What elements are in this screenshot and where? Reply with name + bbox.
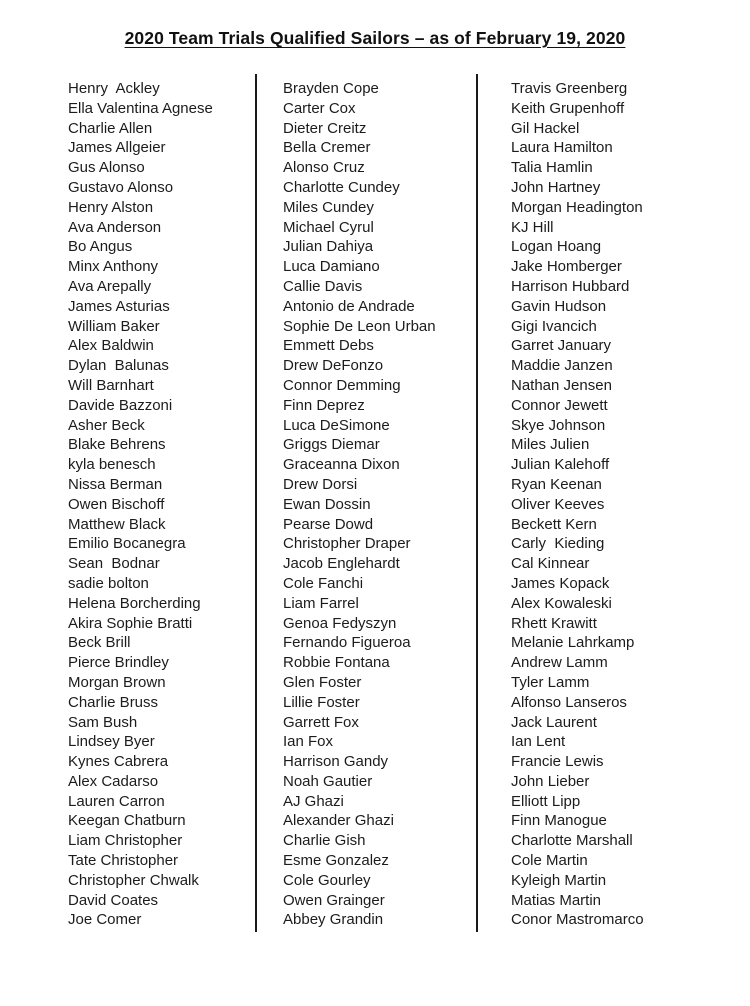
- sailor-name: Charlotte Marshall: [511, 832, 633, 850]
- sailor-name: Griggs Diemar: [283, 436, 380, 454]
- sailor-name: David Coates: [68, 891, 159, 909]
- sailor-name: Beckett Kern: [511, 515, 597, 533]
- sailor-name: William Baker: [68, 317, 160, 335]
- sailor-name: James Allgeier: [68, 139, 166, 157]
- sailor-name: Miles Julien: [511, 436, 590, 454]
- sailor-name: Emmett Debs: [283, 337, 374, 355]
- sailor-name: Morgan Headington: [511, 198, 643, 216]
- sailor-name: Francie Lewis: [511, 753, 604, 771]
- sailor-name: Tate Christopher: [68, 852, 179, 870]
- sailor-name: Lauren Carron: [68, 792, 165, 810]
- sailor-name: Ian Lent: [511, 733, 566, 751]
- sailor-name: Charlotte Cundey: [283, 178, 400, 196]
- sailor-name: Pearse Dowd: [283, 515, 374, 533]
- sailor-name: Sam Bush: [68, 713, 138, 731]
- sailor-name: Christopher Chwalk: [68, 871, 199, 889]
- sailor-name: Alonso Cruz: [283, 159, 365, 177]
- sailor-name: Gigi Ivancich: [511, 317, 597, 335]
- sailor-name: Charlie Gish: [283, 832, 366, 850]
- sailor-name: Akira Sophie Bratti: [68, 614, 193, 632]
- sailor-name: Matthew Black: [68, 515, 166, 533]
- sailor-name: Emilio Bocanegra: [68, 535, 186, 553]
- sailor-name: Abbey Grandin: [283, 911, 384, 929]
- sailor-name: Cal Kinnear: [511, 555, 590, 573]
- sailor-name: Beck Brill: [68, 634, 131, 652]
- sailor-name: Lindsey Byer: [68, 733, 155, 751]
- sailor-name: Noah Gautier: [283, 772, 373, 790]
- sailor-name: Ryan Keenan: [511, 475, 602, 493]
- sailor-name: Drew Dorsi: [283, 475, 358, 493]
- sailor-name: Tyler Lamm: [511, 673, 590, 691]
- sailor-name: Julian Kalehoff: [511, 456, 610, 474]
- sailor-name: Robbie Fontana: [283, 654, 390, 672]
- sailor-name: Christopher Draper: [283, 535, 411, 553]
- column-divider-1: [255, 74, 257, 932]
- sailor-name: Ian Fox: [283, 733, 334, 751]
- sailor-name: Nissa Berman: [68, 475, 163, 493]
- sailor-name: Cole Gourley: [283, 871, 371, 889]
- sailor-name: Liam Christopher: [68, 832, 183, 850]
- sailor-name: John Lieber: [511, 772, 590, 790]
- sailor-column-1: [68, 74, 255, 930]
- sailor-name: Gus Alonso: [68, 159, 145, 177]
- sailor-name: Minx Anthony: [68, 258, 159, 276]
- sailor-name: Liam Farrel: [283, 594, 359, 612]
- sailor-name: Harrison Gandy: [283, 753, 389, 771]
- sailor-name: Genoa Fedyszyn: [283, 614, 397, 632]
- sailor-name: Ella Valentina Agnese: [68, 99, 213, 117]
- sailor-name: Oliver Keeves: [511, 495, 605, 513]
- sailor-name: Finn Deprez: [283, 396, 365, 414]
- sailor-name: Elliott Lipp: [511, 792, 581, 810]
- sailor-name: Jake Homberger: [511, 258, 622, 276]
- sailor-name: Alex Baldwin: [68, 337, 154, 355]
- sailor-name: Cole Martin: [511, 852, 588, 870]
- sailor-name: Gavin Hudson: [511, 297, 607, 315]
- sailor-name: Ewan Dossin: [283, 495, 371, 513]
- sailor-name: KJ Hill: [511, 218, 554, 236]
- sailor-name: Alfonso Lanseros: [511, 693, 627, 711]
- sailor-name: Keith Grupenhoff: [511, 99, 625, 117]
- sailor-name: Owen Grainger: [283, 891, 385, 909]
- sailor-name: Alex Cadarso: [68, 772, 159, 790]
- sailor-name: kyla benesch: [68, 456, 156, 474]
- sailor-name: Logan Hoang: [511, 238, 602, 256]
- sailor-name: Bella Cremer: [283, 139, 371, 157]
- sailor-name: Nathan Jensen: [511, 376, 612, 394]
- sailor-name: Luca Damiano: [283, 258, 380, 276]
- sailor-name: Finn Manogue: [511, 812, 607, 830]
- sailor-name: John Hartney: [511, 178, 601, 196]
- sailor-name: James Kopack: [511, 574, 610, 592]
- sailor-name: Travis Greenberg: [511, 80, 628, 97]
- sailor-name: Cole Fanchi: [283, 574, 364, 592]
- sailor-name: Conor Mastromarco: [511, 911, 644, 929]
- sailor-columns: [0, 74, 750, 932]
- sailor-name: Helena Borcherding: [68, 594, 201, 612]
- sailor-name: Dieter Creitz: [283, 119, 367, 137]
- sailor-name: Glen Foster: [283, 673, 362, 691]
- sailor-name: Callie Davis: [283, 277, 363, 295]
- sailor-name: Graceanna Dixon: [283, 456, 400, 474]
- sailor-name: Luca DeSimone: [283, 416, 390, 434]
- sailor-name: Ava Anderson: [68, 218, 162, 236]
- sailor-name: sadie bolton: [68, 574, 149, 592]
- sailor-name: Connor Demming: [283, 376, 401, 394]
- sailor-name: Miles Cundey: [283, 198, 374, 216]
- sailor-name: Owen Bischoff: [68, 495, 165, 513]
- sailor-column-3: [511, 74, 711, 930]
- sailor-name: AJ Ghazi: [283, 792, 344, 810]
- sailor-name: Andrew Lamm: [511, 654, 608, 672]
- sailor-name: Jack Laurent: [511, 713, 597, 731]
- sailor-name: Keegan Chatburn: [68, 812, 186, 830]
- sailor-name: Henry Ackley: [68, 80, 160, 97]
- sailor-name: Carly Kieding: [511, 535, 605, 553]
- sailor-name: Kyleigh Martin: [511, 871, 607, 889]
- sailor-name: Esme Gonzalez: [283, 852, 389, 870]
- sailor-name: Garrett Fox: [283, 713, 359, 731]
- sailor-name: Alex Kowaleski: [511, 594, 612, 612]
- sailor-name: Ava Arepally: [68, 277, 152, 295]
- sailor-name: Gil Hackel: [511, 119, 580, 137]
- sailor-name: Melanie Lahrkamp: [511, 634, 635, 652]
- page-title: 2020 Team Trials Qualified Sailors – as of February 19, 2020: [124, 28, 626, 48]
- sailor-name: Fernando Figueroa: [283, 634, 411, 652]
- sailor-name: Sean Bodnar: [68, 555, 160, 573]
- sailor-name: Carter Cox: [283, 99, 356, 117]
- sailor-name: Alexander Ghazi: [283, 812, 394, 830]
- sailor-name: Julian Dahiya: [283, 238, 374, 256]
- sailor-name: Connor Jewett: [511, 396, 608, 414]
- sailor-name: Bo Angus: [68, 238, 133, 256]
- sailor-name: Matias Martin: [511, 891, 602, 909]
- sailor-name: Pierce Brindley: [68, 654, 169, 672]
- sailor-column-2: [283, 74, 476, 930]
- sailor-name: Harrison Hubbard: [511, 277, 630, 295]
- sailor-name: Antonio de Andrade: [283, 297, 415, 315]
- sailor-name: James Asturias: [68, 297, 170, 315]
- sailor-name: Brayden Cope: [283, 80, 379, 97]
- sailor-name: Jacob Englehardt: [283, 555, 400, 573]
- sailor-name: Laura Hamilton: [511, 139, 613, 157]
- sailor-name: Charlie Allen: [68, 119, 153, 137]
- sailor-name: Henry Alston: [68, 198, 154, 216]
- sailor-name: Skye Johnson: [511, 416, 606, 434]
- sailor-name: Joe Comer: [68, 911, 142, 929]
- sailor-name: Lillie Foster: [283, 693, 360, 711]
- sailor-name: Will Barnhart: [68, 376, 154, 394]
- sailor-name: Gustavo Alonso: [68, 178, 174, 196]
- sailor-name: Morgan Brown: [68, 673, 166, 691]
- sailor-name: Maddie Janzen: [511, 357, 613, 375]
- sailor-name: Talia Hamlin: [511, 159, 593, 177]
- sailor-name: Michael Cyrul: [283, 218, 374, 236]
- sailor-name: Asher Beck: [68, 416, 145, 434]
- sailor-name: Davide Bazzoni: [68, 396, 173, 414]
- sailor-name: Rhett Krawitt: [511, 614, 597, 632]
- column-divider-2: [476, 74, 478, 932]
- sailor-name: Blake Behrens: [68, 436, 166, 454]
- sailor-name: Kynes Cabrera: [68, 753, 169, 771]
- sailor-name: Drew DeFonzo: [283, 357, 384, 375]
- sailor-name: Sophie De Leon Urban: [283, 317, 436, 335]
- sailor-name: Charlie Bruss: [68, 693, 159, 711]
- sailor-name: Garret January: [511, 337, 612, 355]
- sailor-name: Dylan Balunas: [68, 357, 169, 375]
